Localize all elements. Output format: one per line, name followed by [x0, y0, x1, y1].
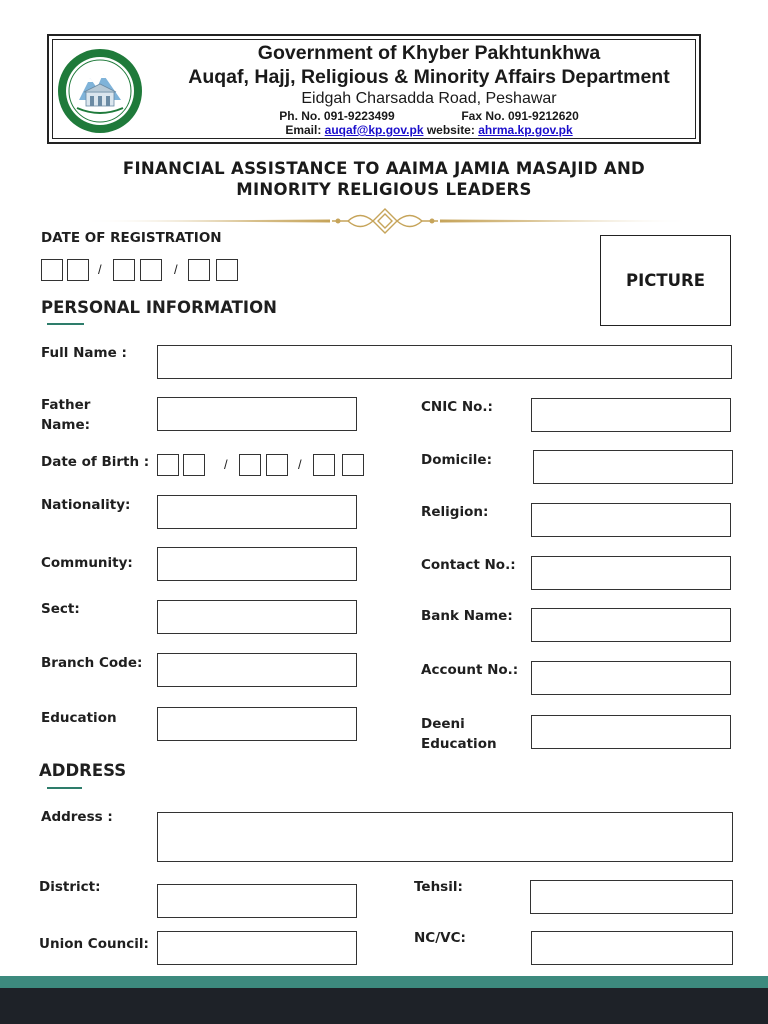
kp-government-seal-icon [57, 48, 143, 134]
account-number-label: Account No.: [421, 662, 519, 678]
picture-label: PICTURE [626, 271, 705, 290]
dob-year-box-1[interactable] [313, 454, 335, 476]
nc-vc-label: NC/VC: [414, 930, 466, 946]
dob-day-box-1[interactable] [157, 454, 179, 476]
contact-number-field[interactable] [531, 556, 731, 590]
date-of-birth-label: Date of Birth : [41, 454, 150, 470]
cnic-field[interactable] [531, 398, 731, 432]
footer-accent-stripe [0, 976, 768, 988]
email-website-line [169, 123, 689, 137]
religion-field[interactable] [531, 503, 731, 537]
picture-box[interactable] [600, 235, 731, 326]
email-link[interactable]: auqaf@kp.gov.pk [324, 123, 424, 137]
cnic-label: CNIC No.: [421, 399, 493, 415]
domicile-label: Domicile: [421, 452, 492, 468]
nationality-label: Nationality: [41, 497, 131, 513]
website-label: website: [426, 123, 475, 137]
registration-month-box-1[interactable] [113, 259, 135, 281]
dob-month-box-1[interactable] [239, 454, 261, 476]
footer-bar [0, 988, 768, 1024]
registration-year-box-1[interactable] [188, 259, 210, 281]
community-label: Community: [41, 555, 133, 571]
union-council-field[interactable] [157, 931, 357, 965]
registration-year-box-2[interactable] [216, 259, 238, 281]
address-label: Address : [41, 809, 113, 825]
bank-name-field[interactable] [531, 608, 731, 642]
date-of-registration-label: DATE OF REGISTRATION [41, 230, 222, 246]
registration-day-box-2[interactable] [67, 259, 89, 281]
heading-underline [47, 787, 82, 789]
letterhead-box [47, 34, 701, 144]
deeni-education-label-line2: Education [421, 736, 497, 752]
address-heading: ADDRESS [39, 761, 127, 780]
tehsil-label: Tehsil: [414, 879, 463, 895]
sect-label: Sect: [41, 601, 80, 617]
registration-month-box-2[interactable] [140, 259, 162, 281]
date-separator: / [174, 262, 178, 277]
union-council-label: Union Council: [39, 936, 149, 952]
form-title-line2: MINORITY RELIGIOUS LEADERS [236, 180, 532, 199]
nc-vc-field[interactable] [531, 931, 733, 965]
website-link[interactable]: ahrma.kp.gov.pk [478, 123, 573, 137]
father-name-label-line1: Father [41, 397, 91, 413]
contact-number-label: Contact No.: [421, 557, 516, 573]
address-field[interactable] [157, 812, 733, 862]
education-field[interactable] [157, 707, 357, 741]
email-label: Email: [285, 123, 322, 137]
contact-numbers [169, 109, 689, 123]
nationality-field[interactable] [157, 495, 357, 529]
tehsil-field[interactable] [530, 880, 733, 914]
bank-name-label: Bank Name: [421, 608, 513, 624]
department-address: Eidgah Charsadda Road, Peshawar [301, 90, 557, 107]
dob-year-box-2[interactable] [342, 454, 364, 476]
date-separator: / [298, 457, 302, 472]
deeni-education-field[interactable] [531, 715, 731, 749]
date-separator: / [98, 262, 102, 277]
phone-number: Ph. No. 091-9223499 [279, 109, 395, 123]
sect-field[interactable] [157, 600, 357, 634]
father-name-label-line2: Name: [41, 417, 91, 433]
full-name-label: Full Name : [41, 345, 127, 361]
heading-underline [47, 323, 84, 325]
registration-day-box-1[interactable] [41, 259, 63, 281]
full-name-field[interactable] [157, 345, 732, 379]
community-field[interactable] [157, 547, 357, 581]
dob-day-box-2[interactable] [183, 454, 205, 476]
father-name-field[interactable] [157, 397, 357, 431]
branch-code-label: Branch Code: [41, 655, 143, 671]
religion-label: Religion: [421, 504, 489, 520]
fax-number: Fax No. 091-9212620 [461, 109, 579, 123]
date-separator: / [224, 457, 228, 472]
education-label: Education [41, 710, 117, 726]
account-number-field[interactable] [531, 661, 731, 695]
branch-code-field[interactable] [157, 653, 357, 687]
district-field[interactable] [157, 884, 357, 918]
deeni-education-label-line1: Deeni [421, 716, 465, 732]
domicile-field[interactable] [533, 450, 733, 484]
personal-information-heading: PERSONAL INFORMATION [41, 298, 277, 317]
dob-month-box-2[interactable] [266, 454, 288, 476]
form-title-line1: FINANCIAL ASSISTANCE TO AAIMA JAMIA MASAJID AND [122, 159, 646, 178]
department-name: Auqaf, Hajj, Religious & Minority Affairs Department [188, 66, 670, 88]
district-label: District: [39, 879, 101, 895]
department-government-title: Government of Khyber Pakhtunkhwa [257, 42, 601, 64]
